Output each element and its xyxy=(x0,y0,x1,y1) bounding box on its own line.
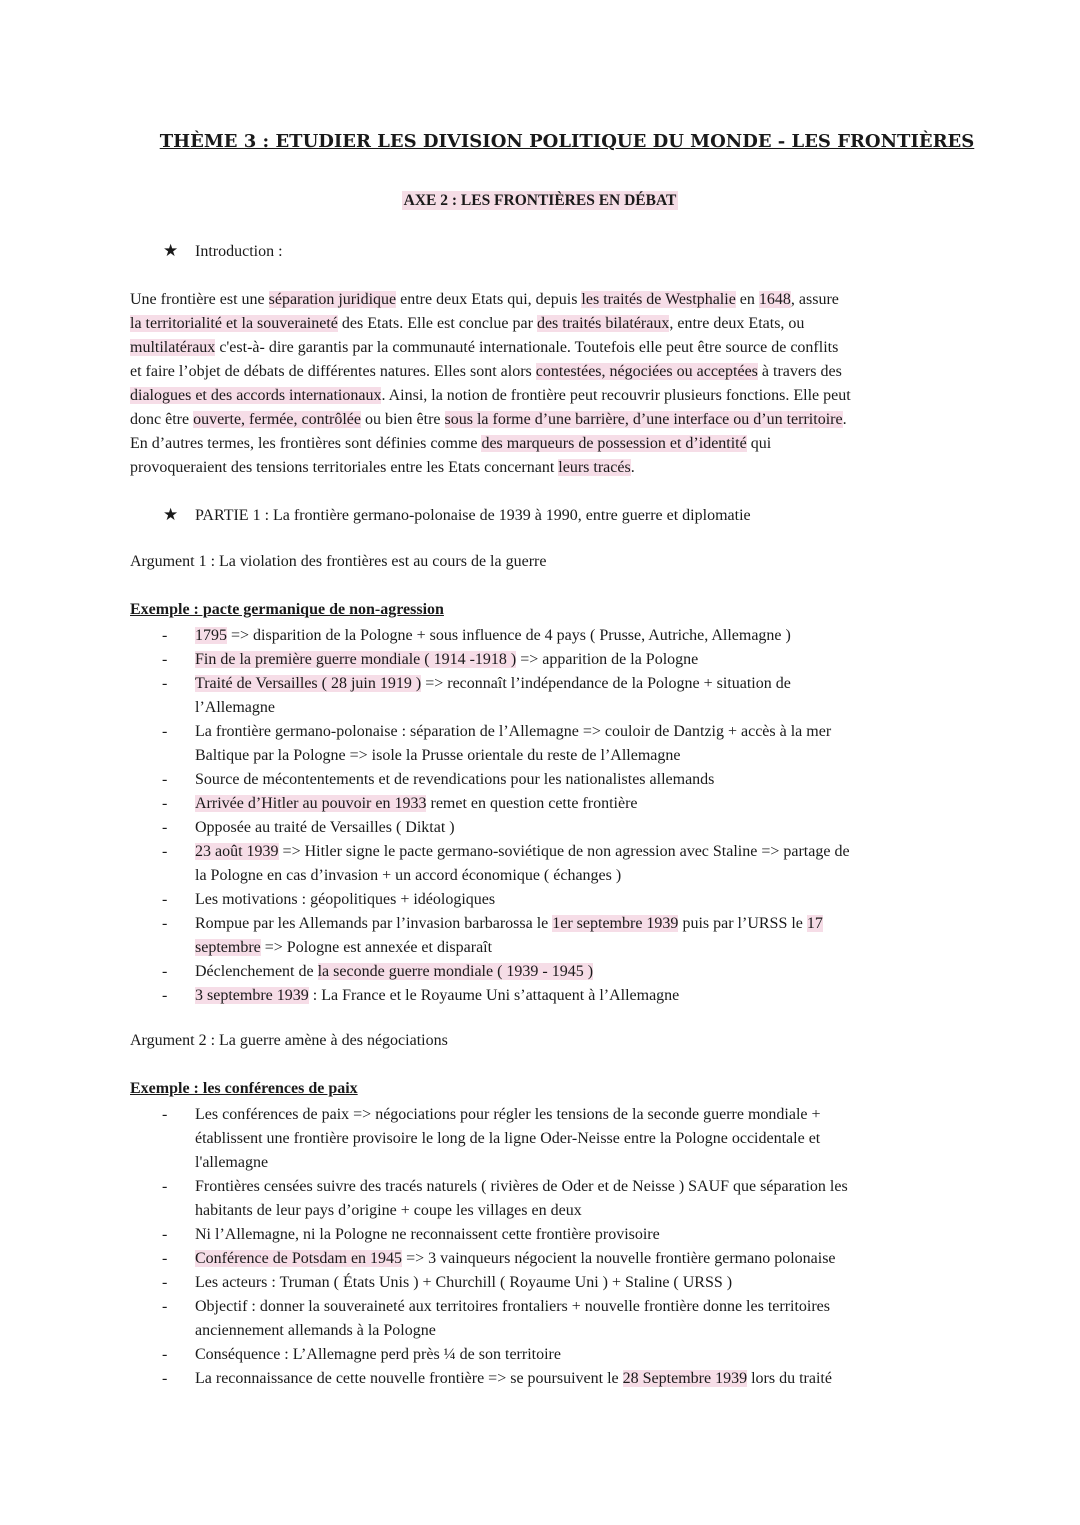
list-item: - Frontières censées suivre des tracés naturels ( rivières de Oder et de Neisse ) SAUF que séparation les habitants de leur pays d’origine + coupe les villages en deux xyxy=(162,1178,848,1219)
example-2-title: Exemple : les conférences de paix xyxy=(130,1080,358,1097)
list-item: - 3 septembre 1939 : La France et le Royaume Uni s’attaquent à l’Allemagne xyxy=(162,987,680,1004)
list-item: - Les acteurs : Truman ( États Unis ) + Churchill ( Royaume Uni ) + Staline ( URSS ) xyxy=(162,1274,733,1291)
subtitle-highlight: AXE 2 : LES FRONTIÈRES EN DÉBAT xyxy=(403,192,677,209)
intro-heading: Introduction : xyxy=(195,243,283,260)
argument-1: Argument 1 : La violation des frontières est au cours de la guerre xyxy=(130,553,547,570)
list-item: - La frontière germano-polonaise : séparation de l’Allemagne => couloir de Dantzig + accès à la mer Baltique par la Pologne => isole la Prusse orientale du reste de l’Allemagne xyxy=(162,723,832,764)
list-item: - Objectif : donner la souveraineté aux territoires frontaliers + nouvelle frontière donne les territoires anciennement allemands à la Pologne xyxy=(162,1298,831,1339)
list-item: - Fin de la première guerre mondiale ( 1914 -1918 ) => apparition de la Pologne xyxy=(162,651,699,668)
list-item: - Les conférences de paix => négociations pour régler les tensions de la seconde guerre mondiale + établissent une frontière provisoire le long de la ligne Oder-Neisse entre la Pologne occidentale et l'allemagne xyxy=(162,1106,821,1171)
list-item: - Traité de Versailles ( 28 juin 1919 ) => reconnaît l’indépendance de la Pologne + situation de l’Allemagne xyxy=(162,675,791,716)
list-item: - Opposée au traité de Versailles ( Diktat ) xyxy=(162,819,455,836)
list-item: - Les motivations : géopolitiques + idéologiques xyxy=(162,891,496,908)
list-item: - 1795 => disparition de la Pologne + sous influence de 4 pays ( Prusse, Autriche, Allemagne ) xyxy=(162,627,791,644)
intro-heading-line xyxy=(163,241,283,261)
star-icon: ★ xyxy=(163,241,179,260)
list-item: - 23 août 1939 => Hitler signe le pacte germano-soviétique de non agression avec Staline => partage de la Pologne en cas d’invasion + un accord économique ( échanges ) xyxy=(162,843,850,884)
partie1-heading: PARTIE 1 : La frontière germano-polonaise de 1939 à 1990, entre guerre et diplomatie xyxy=(195,507,751,524)
star-icon: ★ xyxy=(163,505,179,524)
example-2-list xyxy=(130,1103,960,1391)
section-subtitle xyxy=(0,192,1080,210)
list-item: - Source de mécontentements et de revendications pour les nationalistes allemands xyxy=(162,771,715,788)
example-1-list xyxy=(130,624,960,1008)
list-item: - La reconnaissance de cette nouvelle frontière => se poursuivent le 28 Septembre 1939 lors du traité xyxy=(162,1370,832,1387)
example-1-title: Exemple : pacte germanique de non-agression xyxy=(130,601,444,618)
list-item: - Conséquence : L’Allemagne perd près ¼ de son territoire xyxy=(162,1346,561,1363)
intro-paragraph: Une frontière est une séparation juridique entre deux Etats qui, depuis les traités de Westphalie en 1648, assure la territorialité et la souveraineté des Etats. Elle est conclue par des traités bilatéraux, entre deux Etats, ou multilatéraux c'est-à- dire garantis par la communauté internationale. Toutefois elle peut être source de conflits et faire l’objet de débats de différentes natures. Elles sont alors contestées, négociées ou acceptées à travers des dialogues et des accords internationaux. Ainsi, la notion de frontière peut recouvrir plusieurs fonctions. Elle peut donc être ouverte, fermée, contrôlée ou bien être sous la forme d’une barrière, d’une interface ou d’un territoire. En d’autres termes, les frontières sont définies comme des marqueurs de possession et d’identité qui provoqueraient des tensions territoriales entre les Etats concernant leurs tracés. xyxy=(130,291,851,476)
argument-2: Argument 2 : La guerre amène à des négociations xyxy=(130,1032,448,1049)
list-item: - Arrivée d’Hitler au pouvoir en 1933 remet en question cette frontière xyxy=(162,795,638,812)
partie1-heading-line xyxy=(163,505,751,525)
list-item: - Conférence de Potsdam en 1945 => 3 vainqueurs négocient la nouvelle frontière germano polonaise xyxy=(162,1250,836,1267)
list-item: - Déclenchement de la seconde guerre mondiale ( 1939 - 1945 ) xyxy=(162,963,594,980)
list-item: - Ni l’Allemagne, ni la Pologne ne reconnaissent cette frontière provisoire xyxy=(162,1226,660,1243)
page-title: THÈME 3 : ETUDIER LES DIVISION POLITIQUE DU MONDE - LES FRONTIÈRES xyxy=(159,131,975,152)
list-item: - Rompue par les Allemands par l’invasion barbarossa le 1er septembre 1939 puis par l’URSS le 17 septembre => Pologne est annexée et disparaît xyxy=(162,915,823,956)
